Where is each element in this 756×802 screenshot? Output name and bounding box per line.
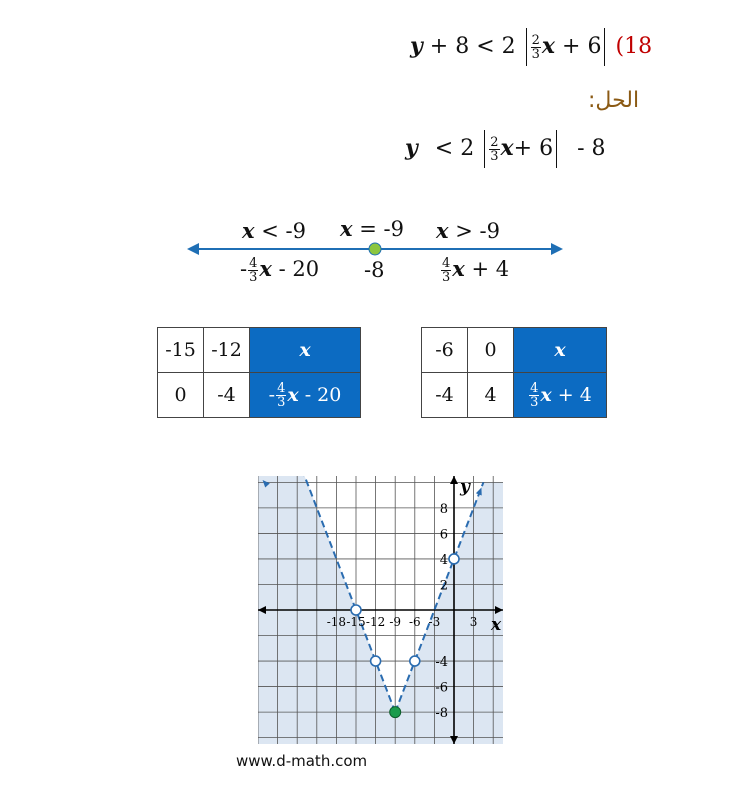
table-header-function: $\frac{4}{3}$ x + 4 [514,373,607,418]
open-point [449,554,459,564]
x-tick-label: -18 [326,615,347,629]
footer-url: www.d-math.com [236,752,368,770]
table-cell: 0 [158,373,204,418]
table-cell: 0 [468,328,514,373]
open-point [371,656,381,666]
y-tick-label: 4 [439,552,448,568]
value-table-left [157,327,361,418]
table-cell: -4 [422,373,468,418]
rewritten-inequality [405,130,606,168]
x-tick-label: -15 [346,615,366,629]
table-header-function: - $\frac{4}{3}$ x - 20 [250,373,361,418]
rewritten-y-var: y [405,135,418,161]
inequality-graph [258,474,506,746]
y-tick-label: 8 [439,501,448,517]
solution-label: الحل: [588,88,640,113]
nl-left-expression: - $\frac{4}{3}$ x - 20 [240,255,320,285]
y-tick-label: 6 [439,527,448,543]
problem-fraction: $\frac{2}{3}$ [531,32,540,62]
table-header-x: x [250,328,361,373]
open-point [410,656,420,666]
y-tick-label: -6 [435,680,448,696]
table-cell: -12 [204,328,250,373]
number-line-right-arrow [551,243,563,255]
nl-left-condition: x < -9 [242,218,306,243]
problem-lhs: + 8 < 2 [429,34,516,59]
y-tick-label: -8 [435,706,448,722]
number-line-point [369,243,381,255]
abs-bar-left-2 [484,130,485,168]
table-header-x: x [514,328,607,373]
nl-mid-value: -8 [364,258,385,282]
x-tick-label: -6 [408,615,421,629]
abs-bar-left [526,28,527,66]
nl-right-expression: $\frac{4}{3}$ x + 4 [442,255,510,285]
rewritten-inner: + 6 [513,136,554,161]
table-cell: -4 [204,373,250,418]
problem-x-var: x [541,33,556,59]
open-point [351,605,361,615]
boundary-right-arrow [476,487,482,495]
rewritten-tail: - 8 [577,136,606,161]
rewritten-fraction: $\frac{2}{3}$ [490,134,499,164]
nl-mid-condition: x = -9 [340,216,404,241]
y-tick-label: 2 [439,578,448,594]
y-axis-label: y [460,477,470,497]
x-tick-label: -9 [389,615,402,629]
y-tick-label: -4 [435,655,448,671]
vertex-point [390,707,401,718]
problem-y-var: y [410,33,423,59]
value-table-right [421,327,607,418]
y-axis-arrow [450,476,458,484]
problem-number: (18 [615,34,653,59]
table-cell: 4 [468,373,514,418]
shaded-region [258,474,503,744]
x-axis-label: x [491,615,502,635]
rewritten-x-var: x [500,135,514,161]
abs-bar-right-2 [556,130,557,168]
nl-right-condition: x > -9 [436,218,500,243]
number-line-left-arrow [187,243,199,255]
x-tick-label: 3 [469,615,478,629]
x-tick-label: -12 [365,615,386,629]
rewritten-op: < 2 [434,136,475,161]
table-cell: -6 [422,328,468,373]
table-cell: -15 [158,328,204,373]
problem-inner: + 6 [562,34,602,59]
problem-statement [410,28,652,66]
x-tick-label: -3 [428,615,441,629]
abs-bar-right [604,28,605,66]
